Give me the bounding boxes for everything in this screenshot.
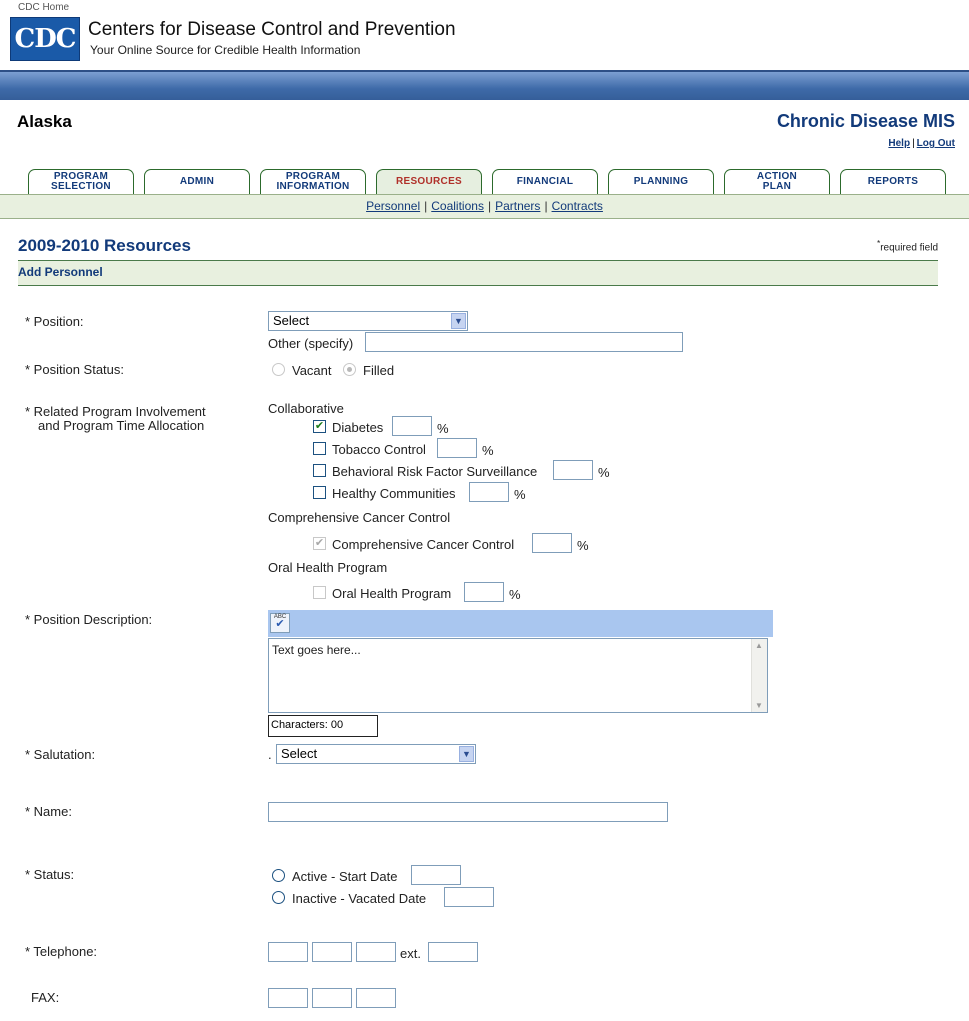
cdc-home-link[interactable]: CDC Home [18, 2, 70, 13]
percent-sign: % [482, 443, 494, 458]
subnav-personnel[interactable]: Personnel [366, 199, 421, 213]
position-description-label: * Position Description: [25, 612, 153, 627]
healthy-communities-percent-input[interactable] [469, 482, 509, 502]
cancer-percent-input[interactable] [532, 533, 572, 553]
position-status-label: * Position Status: [25, 362, 124, 377]
subnav-partners[interactable]: Partners [495, 199, 541, 213]
required-note: *required field [876, 238, 938, 254]
cancer-control-checkbox[interactable]: ✔ [314, 537, 325, 549]
percent-sign: % [598, 465, 610, 480]
util-separator: | [912, 138, 915, 149]
other-specify-input[interactable] [365, 332, 683, 352]
percent-sign: % [577, 538, 589, 553]
salutation-prefix: . [268, 747, 272, 762]
brfs-percent-input[interactable] [553, 460, 593, 480]
percent-sign: % [514, 487, 526, 502]
active-label: Active - Start Date [292, 869, 398, 884]
tobacco-percent-input[interactable] [437, 438, 477, 458]
position-select[interactable]: Select ▼ [268, 311, 468, 331]
telephone-label: * Telephone: [25, 944, 98, 959]
diabetes-percent-input[interactable] [392, 416, 432, 436]
program-involvement-label-2: and Program Time Allocation [38, 418, 205, 433]
page-title: 2009-2010 Resources [18, 236, 191, 255]
phone-ext-input[interactable] [428, 942, 478, 962]
name-label: * Name: [25, 804, 72, 819]
section-header: Add Personnel [18, 260, 938, 286]
brfs-checkbox[interactable] [313, 464, 326, 477]
editor-toolbar [268, 610, 773, 637]
phone-line-input[interactable] [356, 942, 396, 962]
phone-prefix-input[interactable] [312, 942, 352, 962]
fax-label: FAX: [31, 990, 60, 1005]
oral-health-percent-input[interactable] [464, 582, 504, 602]
salutation-select[interactable]: Select ▼ [276, 744, 476, 764]
sub-navigation: Personnel | Coalitions | Partners | Contracts [0, 194, 969, 219]
chevron-down-icon: ▼ [451, 313, 466, 329]
fax-area-input[interactable] [268, 988, 308, 1008]
cdc-logo[interactable]: CDC [10, 17, 80, 61]
tab-action-plan[interactable]: ACTION PLAN [724, 169, 830, 194]
percent-sign: % [437, 421, 449, 436]
start-date-input[interactable] [411, 865, 461, 885]
tab-admin[interactable]: ADMIN [144, 169, 250, 194]
diabetes-checkbox[interactable]: ✔ [314, 420, 325, 432]
filled-radio[interactable] [343, 363, 356, 376]
name-input[interactable] [268, 802, 668, 822]
tab-planning[interactable]: PLANNING [608, 169, 714, 194]
tobacco-label: Tobacco Control [332, 442, 426, 457]
position-label: * Position: [25, 314, 84, 329]
group-oral-health: Oral Health Program [268, 560, 388, 575]
inactive-label: Inactive - Vacated Date [292, 891, 427, 906]
app-title: Chronic Disease MIS [776, 111, 955, 131]
utility-links [888, 138, 955, 149]
scroll-up-icon[interactable]: ▲ [755, 641, 763, 650]
filled-label: Filled [363, 363, 395, 378]
ext-label: ext. [400, 946, 421, 961]
character-count: Characters: 00 [268, 715, 378, 737]
active-radio[interactable] [272, 869, 285, 882]
cancer-control-label: Comprehensive Cancer Control [332, 537, 515, 552]
tab-financial[interactable]: FINANCIAL [492, 169, 598, 194]
position-description-textarea[interactable]: Text goes here... ▲ ▼ [268, 638, 768, 713]
state-name: Alaska [17, 112, 72, 131]
fax-prefix-input[interactable] [312, 988, 352, 1008]
status-label: * Status: [25, 867, 75, 882]
vacant-radio[interactable] [272, 363, 285, 376]
oral-health-label: Oral Health Program [332, 586, 452, 601]
subnav-contracts[interactable]: Contracts [551, 199, 603, 213]
tab-program-selection[interactable]: PROGRAM SELECTION [28, 169, 134, 194]
other-specify-label: Other (specify) [268, 336, 354, 351]
header-bar [0, 70, 969, 100]
help-link[interactable]: Help [888, 138, 911, 149]
percent-sign: % [509, 587, 521, 602]
logout-link[interactable]: Log Out [916, 138, 955, 149]
group-collaborative: Collaborative [268, 401, 344, 416]
salutation-label: * Salutation: [25, 747, 96, 762]
diabetes-label: Diabetes [332, 420, 384, 435]
chevron-down-icon: ▼ [459, 746, 474, 762]
subnav-coalitions[interactable]: Coalitions [431, 199, 484, 213]
healthy-communities-label: Healthy Communities [332, 486, 456, 501]
tab-reports[interactable]: REPORTS [840, 169, 946, 194]
tobacco-checkbox[interactable] [313, 442, 326, 455]
tab-program-information[interactable]: PROGRAM INFORMATION [260, 169, 366, 194]
program-involvement-label: * Related Program Involvement [25, 404, 206, 419]
brfs-label: Behavioral Risk Factor Surveillance [332, 464, 538, 479]
scroll-down-icon[interactable]: ▼ [755, 701, 763, 710]
spellcheck-icon[interactable]: ABC ✔ [270, 613, 290, 633]
tab-resources[interactable]: RESOURCES [376, 169, 482, 194]
textarea-scrollbar[interactable] [751, 639, 767, 712]
group-cancer: Comprehensive Cancer Control [268, 510, 451, 525]
vacant-label: Vacant [292, 363, 332, 378]
site-subtitle: Your Online Source for Credible Health Information [90, 43, 361, 57]
vacated-date-input[interactable] [444, 887, 494, 907]
oral-health-checkbox[interactable] [313, 586, 326, 599]
phone-area-input[interactable] [268, 942, 308, 962]
main-tabs [28, 169, 946, 194]
site-title: Centers for Disease Control and Prevention [88, 19, 456, 40]
fax-line-input[interactable] [356, 988, 396, 1008]
healthy-communities-checkbox[interactable] [313, 486, 326, 499]
inactive-radio[interactable] [272, 891, 285, 904]
